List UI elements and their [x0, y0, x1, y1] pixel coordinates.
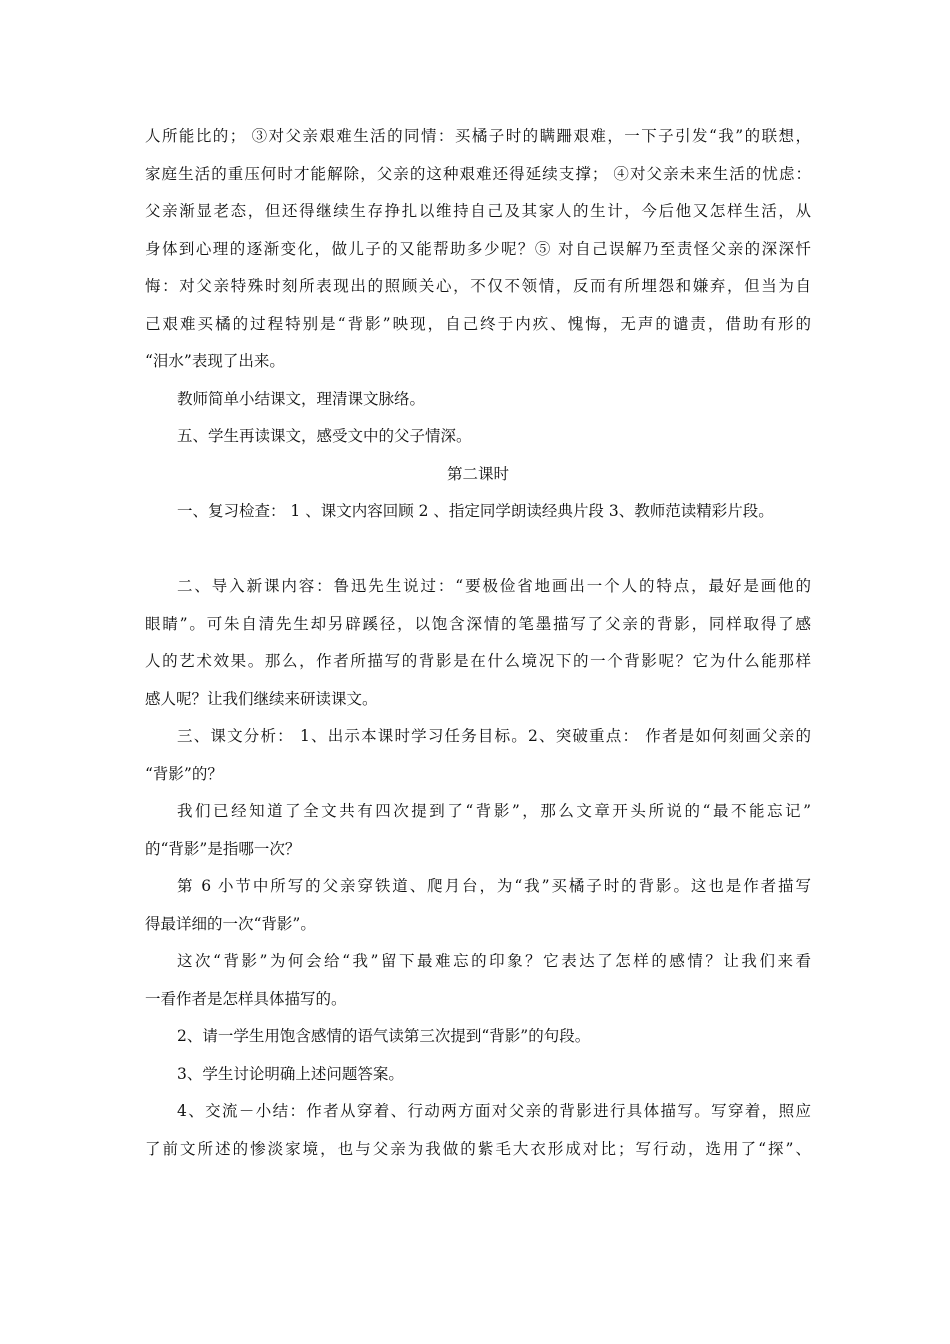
- text-line: 2、请一学生用饱含感情的语气读第三次提到“背影”的句段。: [177, 1027, 591, 1045]
- paragraph-summary: 教师简单小结课文，理清课文脉络。: [177, 389, 426, 408]
- text-line: 父亲渐显老态，但还得继续生存挣扎以维持自己及其家人的生计，今后他又怎样生活，从: [145, 202, 811, 220]
- text-line: 的“背影”是指哪一次？: [145, 839, 301, 858]
- paragraph-reread: 五、学生再读课文，感受文中的父子情深。: [177, 427, 472, 445]
- text-line: 人所能比的； ③对父亲艰难生活的同情：买橘子时的瞒跚艰难，一下子引发“我”的联想，: [145, 127, 811, 145]
- text-line: 一看作者是怎样具体描写的。: [145, 989, 347, 1008]
- paragraph-review: 一、复习检查： 1 、课文内容回顾 2 、指定同学朗读经典片段 3、教师范读精彩片段。: [177, 502, 774, 520]
- text-line: 身体到心理的逐渐变化，做儿子的又能帮助多少呢？⑤ 对自己误解乃至责怪父亲的深深忏: [145, 239, 811, 258]
- text-line: 得最详细的一次“背影”。: [145, 914, 316, 933]
- text-line: 这次“背影”为何会给“我”留下最难忘的印象？它表达了怎样的感情？让我们来看: [177, 952, 811, 970]
- text-line: 人的艺术效果。那么，作者所描写的背影是在什么境况下的一个背影呢？它为什么能那样: [145, 652, 811, 670]
- text-line: 4、交流－小结：作者从穿着、行动两方面对父亲的背影进行具体描写。写穿着，照应: [177, 1102, 811, 1120]
- text-line: 第 6 小节中所写的父亲穿铁道、爬月台，为“我”买橘子时的背影。这也是作者描写: [177, 877, 811, 895]
- text-line: “泪水”表现了出来。: [145, 352, 285, 370]
- document-body: [145, 118, 811, 1168]
- text-line: 家庭生活的重压何时才能解除，父亲的这种艰难还得延续支撑； ④对父亲未来生活的忧虑：: [145, 164, 811, 183]
- text-line: 己艰难买橘的过程特别是“背影”映现，自己终于内疚、愧悔，无声的谴责，借助有形的: [145, 314, 811, 333]
- text-line: 我们已经知道了全文共有四次提到了“背影”，那么文章开头所说的“最不能忘记”: [177, 802, 811, 820]
- section-heading: 第二课时: [446, 464, 509, 483]
- text-line: 眼睛”。可朱自清先生却另辟蹊径，以饱含深情的笔墨描写了父亲的背影，同样取得了感: [145, 614, 811, 633]
- text-line: 感人呢？让我们继续来研读课文。: [145, 689, 378, 708]
- text-line: 三、课文分析： 1、出示本课时学习任务目标。2、突破重点： 作者是如何刻画父亲的: [177, 727, 811, 745]
- blank-line: [145, 531, 811, 569]
- text-line: “背影”的？: [145, 764, 223, 783]
- text-line: 悔：对父亲特殊时刻所表现出的照顾关心，不仅不领情，反而有所埋怨和嫌弃，但当为自: [145, 277, 811, 295]
- text-line: 二、导入新课内容：鲁迅先生说过：“要极俭省地画出一个人的特点，最好是画他的: [177, 577, 811, 595]
- text-line: 了前文所述的惨淡家境，也与父亲为我做的紫毛大衣形成对比；写行动，选用了“探”、: [145, 1139, 811, 1158]
- text-line: 3、学生讨论明确上述问题答案。: [177, 1064, 404, 1083]
